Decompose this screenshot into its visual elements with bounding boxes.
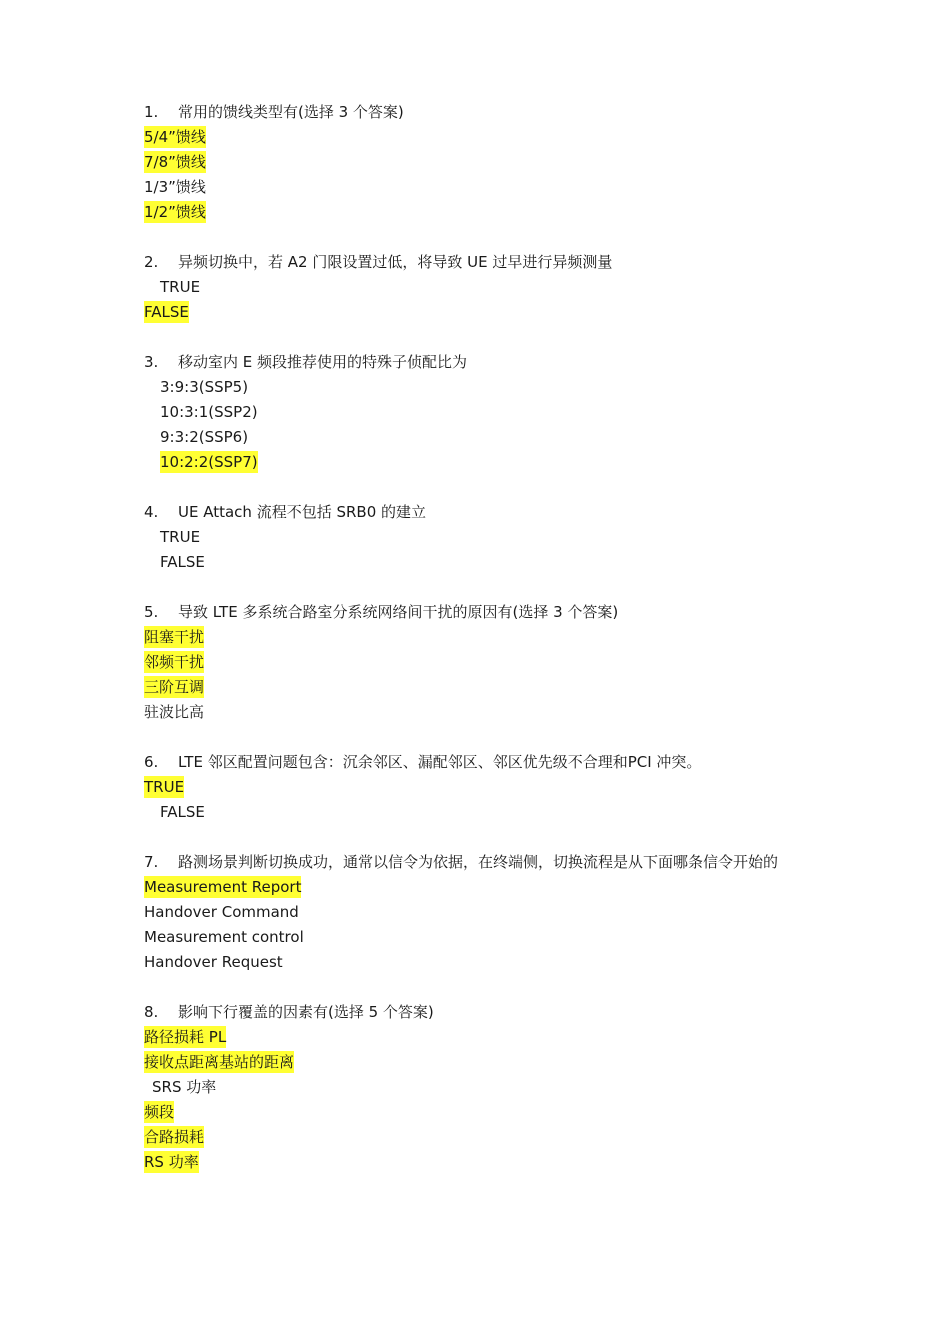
question-header [144, 750, 824, 775]
answer-option-highlighted: 10:2:2(SSP7) [160, 453, 258, 471]
answer-option-highlighted: 频段 [144, 1103, 175, 1121]
question-number: 2. [144, 253, 159, 271]
question-1 [144, 100, 824, 225]
answer-option-highlighted: 三阶互调 [144, 678, 205, 696]
answer-option: SRS 功率 [152, 1078, 217, 1096]
answer-option: Handover Request [144, 953, 283, 971]
question-text: 路测场景判断切换成功，通常以信令为依据，在终端侧，切换流程是从下面哪条信令开始的 [178, 853, 779, 871]
question-header [144, 500, 824, 525]
answer-option: TRUE [160, 528, 201, 546]
answer-option-highlighted: 5/4”馈线 [144, 128, 206, 146]
question-number: 8. [144, 1003, 159, 1021]
question-number: 5. [144, 603, 159, 621]
question-header [144, 850, 824, 875]
question-header [144, 350, 824, 375]
answer-option: 驻波比高 [144, 703, 205, 721]
answer-option: Measurement control [144, 928, 304, 946]
question-4 [144, 500, 824, 575]
question-7 [144, 850, 824, 975]
document-page [144, 100, 824, 1200]
answer-option: Handover Command [144, 903, 299, 921]
question-number: 4. [144, 503, 159, 521]
question-text: 常用的馈线类型有(选择 3 个答案) [178, 103, 404, 121]
answer-option: 10:3:1(SSP2) [160, 403, 258, 421]
question-text: 导致 LTE 多系统合路室分系统网络间干扰的原因有(选择 3 个答案) [178, 603, 619, 621]
question-6 [144, 750, 824, 825]
answer-option-highlighted: TRUE [144, 778, 185, 796]
question-3 [144, 350, 824, 475]
answer-option-highlighted: 接收点距离基站的距离 [144, 1053, 295, 1071]
answer-option-highlighted: 1/2”馈线 [144, 203, 206, 221]
answer-option: FALSE [160, 803, 205, 821]
question-text: 影响下行覆盖的因素有(选择 5 个答案) [178, 1003, 434, 1021]
question-header [144, 100, 824, 125]
question-2 [144, 250, 824, 325]
answer-option-highlighted: 路径损耗 PL [144, 1028, 227, 1046]
answer-option: 3:9:3(SSP5) [160, 378, 249, 396]
answer-option: 1/3”馈线 [144, 178, 206, 196]
answer-option-highlighted: RS 功率 [144, 1153, 199, 1171]
question-number: 3. [144, 353, 159, 371]
question-header [144, 250, 824, 275]
question-8 [144, 1000, 824, 1175]
answer-option-highlighted: FALSE [144, 303, 189, 321]
question-text: UE Attach 流程不包括 SRB0 的建立 [178, 503, 427, 521]
answer-option-highlighted: 邻频干扰 [144, 653, 205, 671]
question-5 [144, 600, 824, 725]
question-number: 7. [144, 853, 159, 871]
question-number: 6. [144, 753, 159, 771]
question-text: LTE 邻区配置问题包含：沉余邻区、漏配邻区、邻区优先级不合理和PCI 冲突。 [178, 753, 702, 771]
question-text: 移动室内 E 频段推荐使用的特殊子侦配比为 [178, 353, 468, 371]
answer-option-highlighted: 阻塞干扰 [144, 628, 205, 646]
question-header [144, 1000, 824, 1025]
answer-option-highlighted: Measurement Report [144, 878, 302, 896]
answer-option: FALSE [160, 553, 205, 571]
question-text: 异频切换中，若 A2 门限设置过低，将导致 UE 过早进行异频测量 [178, 253, 613, 271]
question-header [144, 600, 824, 625]
answer-option-highlighted: 合路损耗 [144, 1128, 205, 1146]
question-number: 1. [144, 103, 159, 121]
answer-option: 9:3:2(SSP6) [160, 428, 249, 446]
answer-option-highlighted: 7/8”馈线 [144, 153, 206, 171]
answer-option: TRUE [160, 278, 201, 296]
